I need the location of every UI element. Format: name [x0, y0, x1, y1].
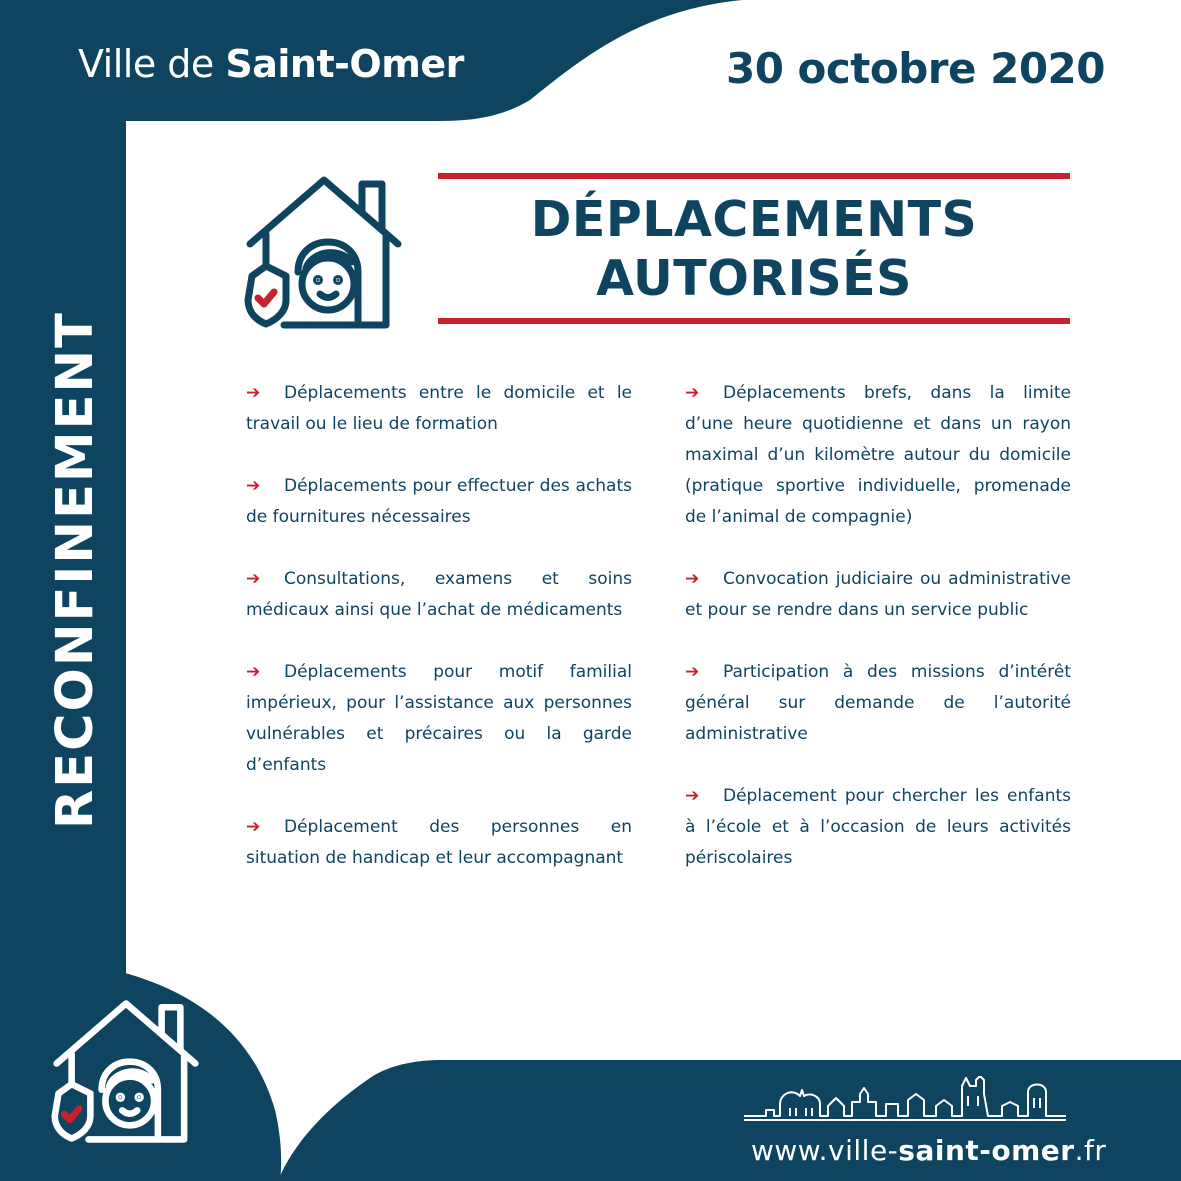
title-rule-bottom	[438, 318, 1070, 324]
list-item	[246, 564, 632, 626]
list-item	[246, 657, 632, 781]
city-name-bold: Saint-Omer	[225, 42, 464, 86]
website-link[interactable]	[751, 1134, 1106, 1167]
list-item-text: Déplacement pour chercher les enfants à l’école et à l’occasion de leurs activités périscolaires	[685, 786, 1071, 868]
arrow-right-icon: ➔	[246, 476, 261, 496]
list-item	[685, 378, 1071, 533]
list-item-text: Convocation judiciaire ou administrative et pour se rendre dans un service public	[685, 569, 1071, 620]
url-bold: saint-omer	[898, 1134, 1075, 1167]
title-line-1: DÉPLACEMENTS	[530, 191, 978, 248]
arrow-right-icon: ➔	[685, 383, 700, 403]
arrow-right-icon: ➔	[246, 569, 261, 589]
list-item	[246, 812, 632, 874]
arrow-right-icon: ➔	[685, 569, 700, 589]
title-rule-top	[438, 173, 1070, 179]
page-title	[438, 190, 1070, 308]
arrow-right-icon: ➔	[685, 786, 700, 806]
list-item	[246, 471, 632, 533]
arrow-right-icon: ➔	[685, 662, 700, 682]
city-name	[78, 42, 464, 86]
url-suffix: .fr	[1074, 1134, 1107, 1167]
list-item-text: Déplacements pour effectuer des achats de fournitures nécessaires	[246, 476, 632, 527]
arrow-right-icon: ➔	[246, 662, 261, 682]
house-woman-shield-icon	[46, 996, 206, 1146]
list-item-text: Consultations, examens et soins médicaux ainsi que l’achat de médicaments	[246, 569, 632, 620]
list-item-text: Déplacements brefs, dans la limite d’une heure quotidienne et dans un rayon maximal d’un kilomètre autour du domicile (pratique sportive individuelle, promenade de l’animal de compagnie)	[685, 383, 1071, 527]
arrow-right-icon: ➔	[246, 383, 261, 403]
list-item-text: Déplacements pour motif familial impérieux, pour l’assistance aux personnes vulnérables et précaires ou la garde d’enfants	[246, 662, 632, 775]
list-item	[246, 378, 632, 440]
list-item	[685, 657, 1071, 750]
house-woman-shield-icon	[240, 172, 408, 332]
title-line-2: AUTORISÉS	[596, 250, 912, 307]
date-label: 30 octobre 2020	[725, 44, 1105, 93]
url-prefix: www.ville-	[751, 1134, 899, 1167]
city-skyline-icon	[744, 1076, 1066, 1128]
list-item-text: Participation à des missions d’intérêt général sur demande de l’autorité administrative	[685, 662, 1071, 744]
city-prefix: Ville de	[78, 42, 214, 86]
left-list	[246, 378, 632, 905]
right-list	[685, 378, 1071, 905]
arrow-right-icon: ➔	[246, 817, 261, 837]
list-item-text: Déplacement des personnes en situation de handicap et leur accompagnant	[246, 817, 632, 868]
vertical-title: RECONFINEMENT	[46, 311, 105, 829]
list-item	[685, 564, 1071, 626]
list-item-text: Déplacements entre le domicile et le travail ou le lieu de formation	[246, 383, 632, 434]
list-item	[685, 781, 1071, 874]
